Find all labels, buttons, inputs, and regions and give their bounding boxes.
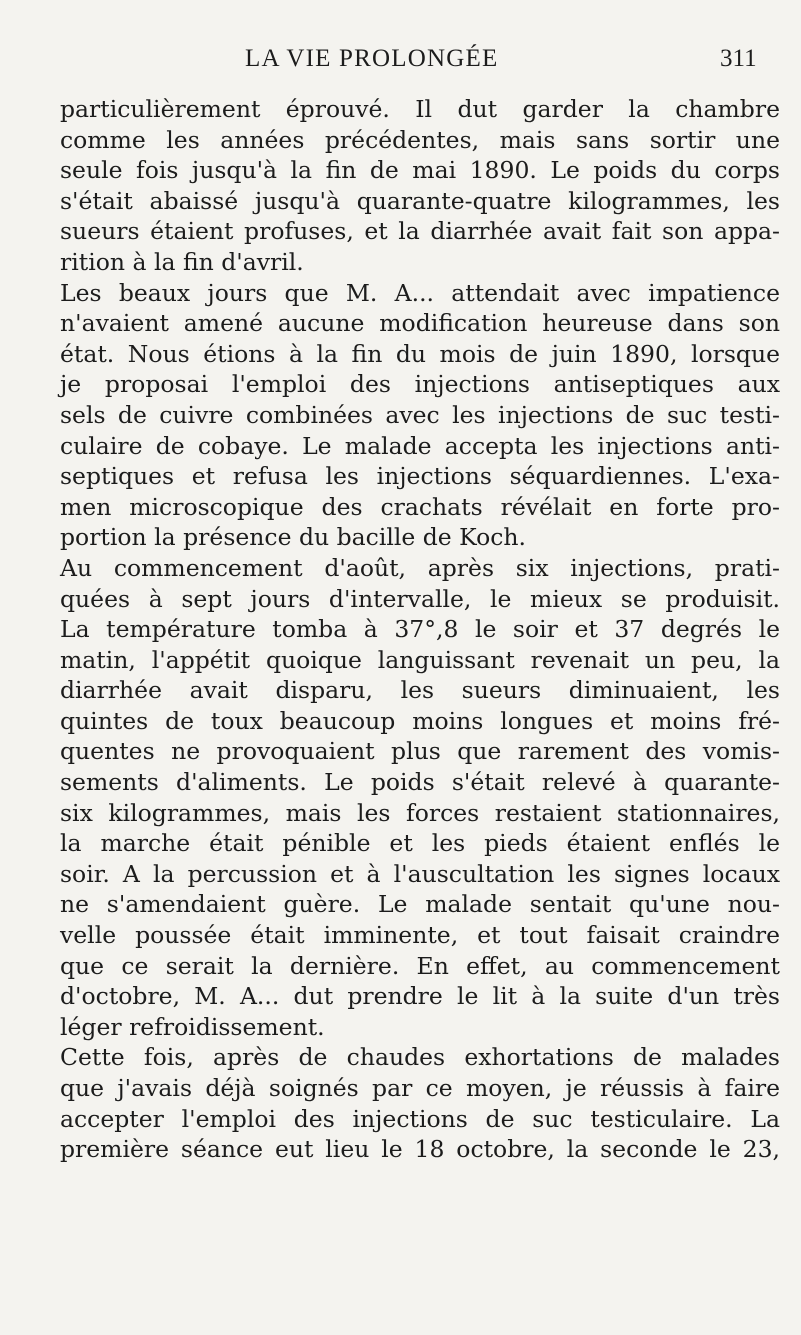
- text-line: matin, l'appétit quoique languissant revenait un peu, la: [60, 645, 780, 674]
- text-line: accepter l'emploi des injections de suc testiculaire. La: [60, 1104, 780, 1133]
- text-line: velle poussée était imminente, et tout faisait craindre: [60, 921, 780, 950]
- running-title: LA VIE PROLONGÉE: [245, 45, 499, 72]
- text-line: quées à sept jours d'intervalle, le mieux se produisit.: [60, 584, 780, 613]
- text-line: rition à la fin d'avril.: [60, 247, 304, 276]
- text-line: s'était abaissé jusqu'à quarante-quatre kilogrammes, les: [60, 186, 780, 215]
- text-line: que j'avais déjà soignés par ce moyen, je réussis à faire: [60, 1074, 780, 1102]
- text-line: ne s'amendaient guère. Le malade sentait qu'une nou-: [60, 890, 780, 919]
- text-line: quintes de toux beaucoup moins longues et moins fré-: [60, 706, 780, 735]
- text-line: quentes ne provoquaient plus que rarement des vomis-: [60, 737, 780, 766]
- text-line: men microscopique des crachats révélait en forte pro-: [60, 492, 780, 521]
- text-line: Cette fois, après de chaudes exhortations de malades: [60, 1043, 780, 1072]
- text-line: sements d'aliments. Le poids s'était relevé à quarante-: [60, 768, 780, 797]
- text-line: que ce serait la dernière. En effet, au commencement: [60, 951, 780, 980]
- text-line: septiques et refusa les injections séquardiennes. L'exa-: [60, 462, 780, 491]
- body-text: [60, 94, 780, 1165]
- text-line: je proposai l'emploi des injections antiseptiques aux: [60, 370, 780, 399]
- text-line: sels de cuivre combinées avec les injections de suc testi-: [60, 400, 780, 429]
- text-line: d'octobre, M. A... dut prendre le lit à la suite d'un très: [60, 982, 780, 1011]
- text-line: six kilogrammes, mais les forces restaient stationnaires,: [60, 798, 780, 827]
- text-line: comme les années précédentes, mais sans sortir une: [60, 125, 780, 154]
- text-line: Au commencement d'août, après six injections, prati-: [60, 553, 780, 582]
- text-line: La température tomba à 37°,8 le soir et 37 degrés le: [60, 615, 780, 644]
- text-line: culaire de cobaye. Le malade accepta les injections anti-: [60, 431, 780, 460]
- text-line: seule fois jusqu'à la fin de mai 1890. Le poids du corps: [60, 156, 780, 185]
- text-line: première séance eut lieu le 18 octobre, la seconde le 23,: [60, 1135, 780, 1164]
- text-line: soir. A la percussion et à l'auscultation les signes locaux: [60, 859, 780, 888]
- text-line: n'avaient amené aucune modification heureuse dans son: [60, 309, 780, 338]
- text-line: état. Nous étions à la fin du mois de juin 1890, lorsque: [60, 339, 780, 368]
- text-line: léger refroidissement.: [60, 1012, 325, 1041]
- page-number: 311: [720, 45, 757, 72]
- text-line: portion la présence du bacille de Koch.: [60, 523, 527, 552]
- text-line: sueurs étaient profuses, et la diarrhée avait fait son appa-: [60, 217, 780, 246]
- text-line: diarrhée avait disparu, les sueurs diminuaient, les: [60, 676, 780, 705]
- text-line: la marche était pénible et les pieds étaient enflés le: [60, 829, 780, 858]
- running-head: [0, 18, 801, 72]
- text-line: Les beaux jours que M. A... attendait avec impatience: [60, 278, 780, 307]
- text-line: particulièrement éprouvé. Il dut garder la chambre: [60, 95, 780, 123]
